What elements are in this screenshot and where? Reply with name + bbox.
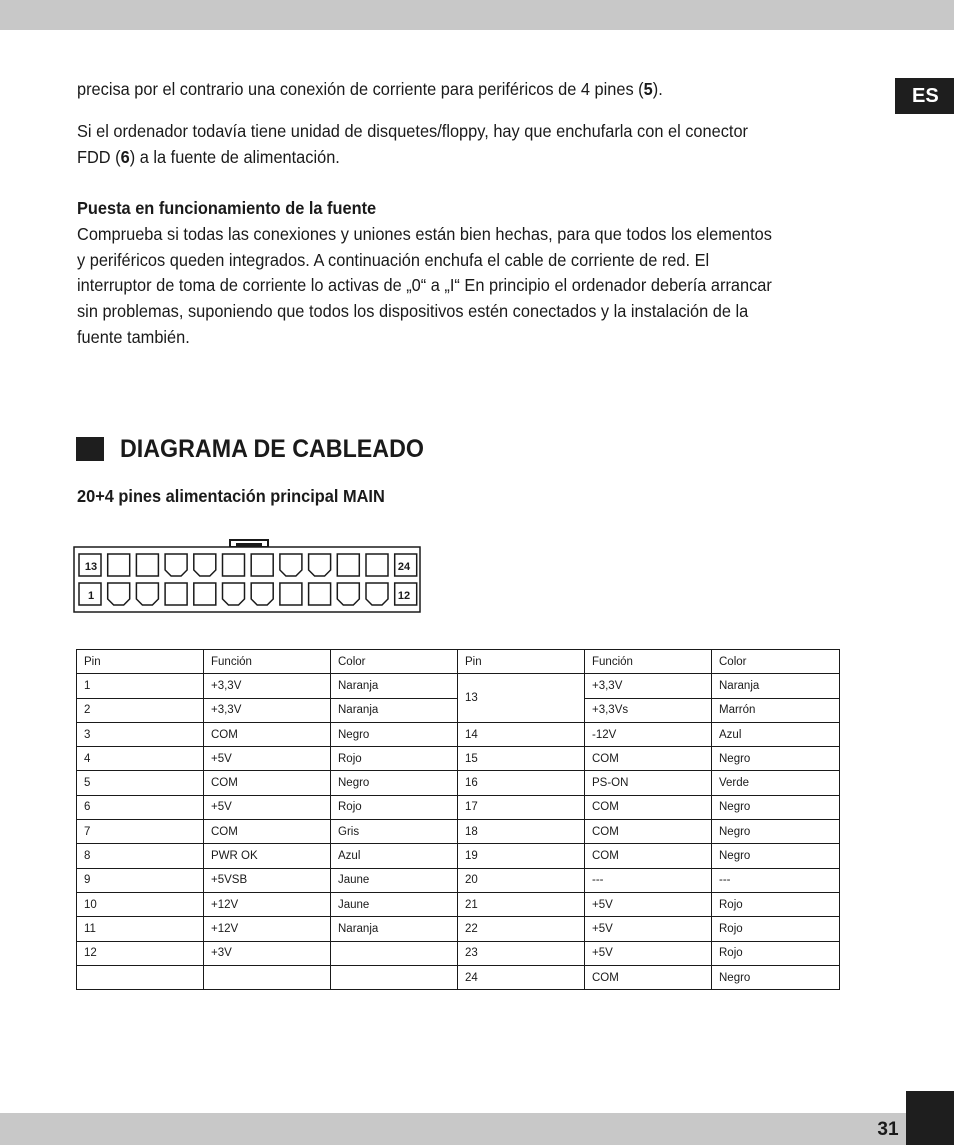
table-cell: Negro xyxy=(712,795,840,819)
paragraph-heading: Puesta en funcionamiento de la fuente xyxy=(77,198,377,218)
connector-latch-slot xyxy=(236,543,262,546)
table-cell: +3V xyxy=(204,941,331,965)
connector-pin-square xyxy=(280,583,302,605)
table-cell: +5V xyxy=(585,917,712,941)
connector-pin-square xyxy=(136,554,158,576)
table-cell: Negro xyxy=(712,844,840,868)
connector-pin-square xyxy=(108,554,130,576)
table-cell: Negro xyxy=(712,965,840,989)
table-cell: --- xyxy=(585,868,712,892)
table-cell: Rojo xyxy=(331,747,458,771)
table-cell: +3,3V xyxy=(204,698,331,722)
section-title: DIAGRAMA DE CABLEADO xyxy=(120,435,424,463)
table-cell: Negro xyxy=(331,722,458,746)
table-header-cell: Color xyxy=(331,650,458,674)
table-cell: COM xyxy=(204,820,331,844)
table-cell: COM xyxy=(585,965,712,989)
table-cell: 13 xyxy=(458,674,585,723)
table-cell: Rojo xyxy=(712,941,840,965)
table-row xyxy=(77,674,840,698)
table-cell: 14 xyxy=(458,722,585,746)
connector-pin-rounded xyxy=(108,583,130,605)
connector-pin-square xyxy=(165,583,187,605)
table-cell: COM xyxy=(204,771,331,795)
section-marker xyxy=(76,437,104,461)
paragraph-floppy: Si el ordenador todavía tiene unidad de disquetes/floppy, hay que enchufarla con el conector FDD (6) a la fuente de alimentación. xyxy=(77,121,749,167)
table-cell: Negro xyxy=(712,747,840,771)
table-cell: +5V xyxy=(204,747,331,771)
table-cell: Negro xyxy=(331,771,458,795)
table-cell: Naranja xyxy=(331,674,458,698)
table-cell: PWR OK xyxy=(204,844,331,868)
connector-pin-square xyxy=(366,554,388,576)
table-cell: Marrón xyxy=(712,698,840,722)
table-cell: COM xyxy=(204,722,331,746)
pin-label: 1 xyxy=(87,590,95,602)
connector-pin-rounded xyxy=(136,583,158,605)
pin-function-table xyxy=(76,649,840,990)
table-cell: 23 xyxy=(458,941,585,965)
table-cell: +3,3Vs xyxy=(585,698,712,722)
table-cell: Naranja xyxy=(331,917,458,941)
table-row xyxy=(77,722,840,746)
table-cell: +12V xyxy=(204,892,331,916)
language-tab: ES xyxy=(895,78,954,114)
connector-pin-rounded xyxy=(337,583,359,605)
pin-label: 12 xyxy=(397,590,411,602)
table-row xyxy=(77,820,840,844)
ref-number: 5 xyxy=(643,79,653,99)
table-cell: Azul xyxy=(712,722,840,746)
table-header-cell: Pin xyxy=(77,650,204,674)
connector-pin-rounded xyxy=(309,554,331,576)
table-header-row xyxy=(77,650,840,674)
ref-number: 6 xyxy=(120,146,130,167)
table-row xyxy=(77,844,840,868)
table-cell: +3,3V xyxy=(204,674,331,698)
connector-pin-square xyxy=(309,583,331,605)
table-cell: 20 xyxy=(458,868,585,892)
table-cell: Naranja xyxy=(331,698,458,722)
footer-corner-block xyxy=(906,1091,954,1145)
table-cell: 22 xyxy=(458,917,585,941)
table-cell: Negro xyxy=(712,820,840,844)
table-cell: 7 xyxy=(77,820,204,844)
table-cell: +12V xyxy=(204,917,331,941)
table-cell xyxy=(331,965,458,989)
table-cell: Jaune xyxy=(331,892,458,916)
pin-label: 24 xyxy=(397,561,411,573)
table-cell: 9 xyxy=(77,868,204,892)
table-row xyxy=(77,868,840,892)
connector-pin-square xyxy=(251,554,273,576)
table-cell xyxy=(331,941,458,965)
table-cell: COM xyxy=(585,795,712,819)
table-cell: 24 xyxy=(458,965,585,989)
table-cell: Jaune xyxy=(331,868,458,892)
table-cell: +5VSB xyxy=(204,868,331,892)
table-cell: COM xyxy=(585,820,712,844)
atx-24-pin-connector-diagram xyxy=(70,535,426,615)
table-cell: 19 xyxy=(458,844,585,868)
connector-pin-square xyxy=(337,554,359,576)
paragraph-startup: Puesta en funcionamiento de la fuente Comprueba si todas las conexiones y uniones están bien hechas, para que todos los elementos y periféricos queden integrados. A continuación enchufa el cable de corriente de red. El interruptor de toma de corriente lo activas de „0“ a „I“ En principio el ordenador debería arrancar sin problemas, suponiendo que todos los dispositivos estén conectados y la instalación de la fuente también. xyxy=(77,196,788,351)
table-cell: 4 xyxy=(77,747,204,771)
header-bar xyxy=(0,0,954,30)
table-cell xyxy=(204,965,331,989)
table-cell: +3,3V xyxy=(585,674,712,698)
table-cell: 10 xyxy=(77,892,204,916)
table-cell: +5V xyxy=(585,941,712,965)
table-cell: Naranja xyxy=(712,674,840,698)
table-row xyxy=(77,892,840,916)
table-cell: 1 xyxy=(77,674,204,698)
connector-pin-square xyxy=(223,554,245,576)
table-row xyxy=(77,965,840,989)
connector-pin-rounded xyxy=(223,583,245,605)
table-cell: Rojo xyxy=(712,892,840,916)
table-cell: 15 xyxy=(458,747,585,771)
table-cell: --- xyxy=(712,868,840,892)
table-cell: 8 xyxy=(77,844,204,868)
table-cell: Gris xyxy=(331,820,458,844)
table-cell: 16 xyxy=(458,771,585,795)
connector-subtitle: 20+4 pines alimentación principal MAIN xyxy=(77,486,385,506)
table-row xyxy=(77,795,840,819)
table-header-cell: Pin xyxy=(458,650,585,674)
table-cell: 6 xyxy=(77,795,204,819)
table-cell: +5V xyxy=(204,795,331,819)
footer-bar xyxy=(0,1113,906,1145)
connector-pin-rounded xyxy=(280,554,302,576)
connector-pin-square xyxy=(194,583,216,605)
pin-label: 13 xyxy=(84,561,98,573)
table-row xyxy=(77,771,840,795)
table-header-cell: Función xyxy=(585,650,712,674)
table-header-cell: Color xyxy=(712,650,840,674)
connector-pin-rounded xyxy=(165,554,187,576)
table-cell: 2 xyxy=(77,698,204,722)
table-cell: 11 xyxy=(77,917,204,941)
table-cell: +5V xyxy=(585,892,712,916)
page-number: 31 xyxy=(877,1119,899,1140)
table-cell: COM xyxy=(585,844,712,868)
table-cell: 3 xyxy=(77,722,204,746)
table-cell: COM xyxy=(585,747,712,771)
connector-pin-rounded xyxy=(366,583,388,605)
connector-pin-rounded xyxy=(194,554,216,576)
table-cell: 17 xyxy=(458,795,585,819)
table-cell: -12V xyxy=(585,722,712,746)
table-row xyxy=(77,941,840,965)
table-cell: PS-ON xyxy=(585,771,712,795)
table-cell: Rojo xyxy=(331,795,458,819)
table-cell: Azul xyxy=(331,844,458,868)
table-row xyxy=(77,747,840,771)
paragraph-connector: precisa por el contrario una conexión de corriente para periféricos de 4 pines (5). xyxy=(77,79,663,99)
table-row xyxy=(77,917,840,941)
table-header-cell: Función xyxy=(204,650,331,674)
table-cell: 12 xyxy=(77,941,204,965)
table-cell: Rojo xyxy=(712,917,840,941)
table-cell: Verde xyxy=(712,771,840,795)
table-cell xyxy=(77,965,204,989)
table-cell: 5 xyxy=(77,771,204,795)
connector-pin-rounded xyxy=(251,583,273,605)
table-cell: 18 xyxy=(458,820,585,844)
table-cell: 21 xyxy=(458,892,585,916)
